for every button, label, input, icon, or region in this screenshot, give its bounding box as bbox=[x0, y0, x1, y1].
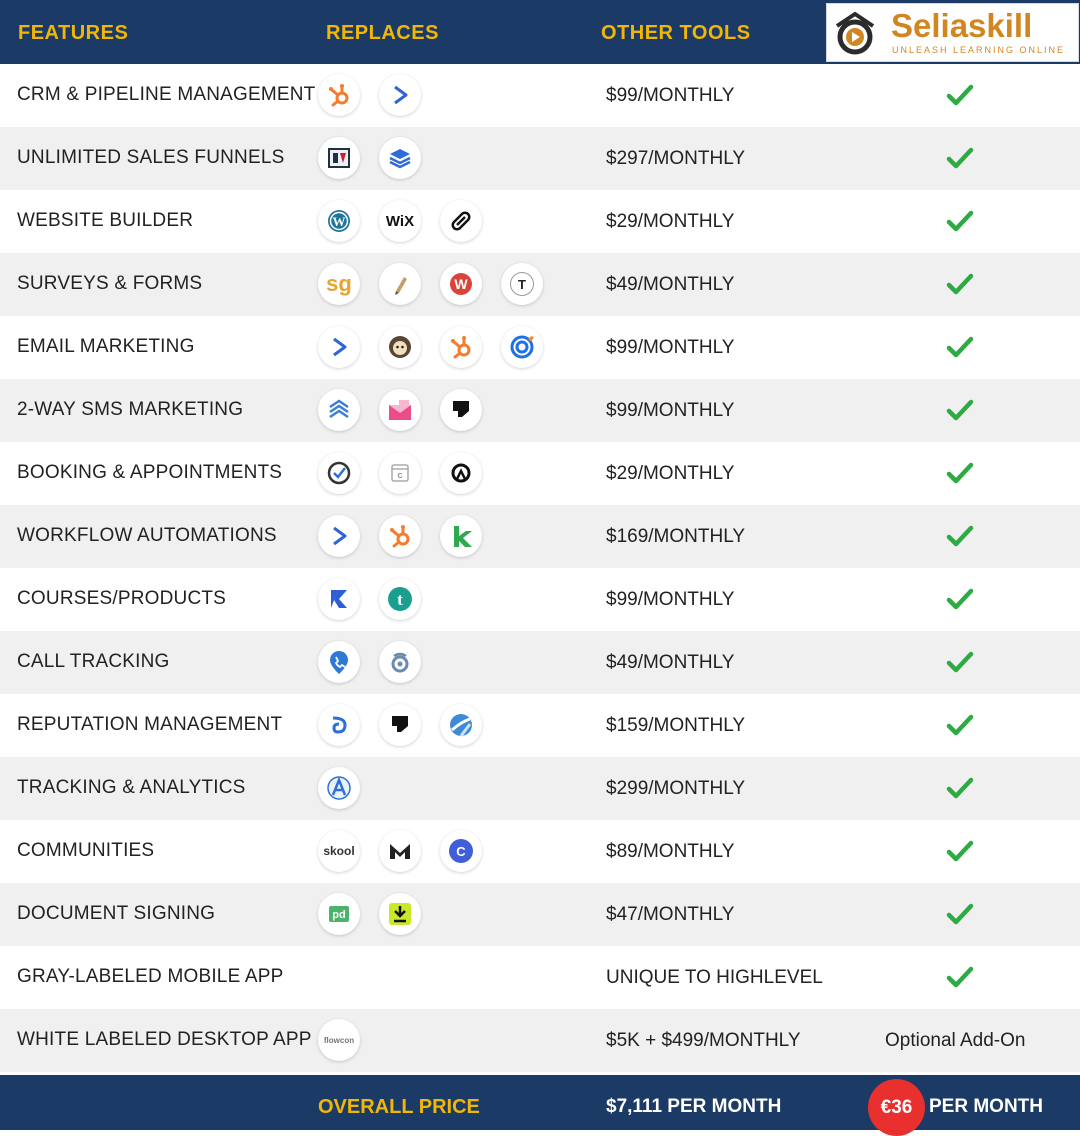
other-tools-price: $159/MONTHLY bbox=[606, 715, 746, 736]
pandadoc-icon bbox=[318, 893, 360, 935]
acuity-icon bbox=[440, 452, 482, 494]
check-icon bbox=[946, 524, 974, 548]
svg-text:t: t bbox=[397, 590, 403, 609]
analytics-icon bbox=[318, 767, 360, 809]
table-row bbox=[0, 253, 1080, 316]
replaced-tools bbox=[318, 326, 543, 370]
kajabi-icon bbox=[318, 578, 360, 620]
table-row bbox=[0, 379, 1080, 442]
header-other-tools: OTHER TOOLS bbox=[601, 22, 751, 44]
feature-name: 2-WAY SMS MARKETING bbox=[17, 399, 244, 420]
table-header bbox=[0, 0, 1080, 64]
envelope-icon bbox=[379, 389, 421, 431]
feature-name: WHITE LABELED DESKTOP APP bbox=[17, 1029, 312, 1050]
check-icon bbox=[946, 83, 974, 107]
other-tools-price: $169/MONTHLY bbox=[606, 526, 746, 547]
other-tools-price: $29/MONTHLY bbox=[606, 211, 735, 232]
table-row bbox=[0, 694, 1080, 757]
feature-name: COURSES/PRODUCTS bbox=[17, 588, 227, 609]
feature-name: WORKFLOW AUTOMATIONS bbox=[17, 525, 277, 546]
feature-name: DOCUMENT SIGNING bbox=[17, 903, 216, 924]
feature-name: TRACKING & ANALYTICS bbox=[17, 777, 246, 798]
podium-icon bbox=[440, 389, 482, 431]
feature-name: GRAY-LABELED MOBILE APP bbox=[17, 966, 284, 987]
check-icon bbox=[946, 209, 974, 233]
price-unit: PER MONTH bbox=[929, 1096, 1043, 1117]
check-icon bbox=[946, 398, 974, 422]
check-icon bbox=[946, 965, 974, 989]
hubspot-icon bbox=[440, 326, 482, 368]
feature-name: REPUTATION MANAGEMENT bbox=[17, 714, 283, 735]
replaced-tools bbox=[318, 263, 543, 307]
surveygizmo-icon: sg bbox=[318, 263, 360, 305]
feature-name: BOOKING & APPOINTMENTS bbox=[17, 462, 283, 483]
jotform-icon bbox=[379, 263, 421, 305]
replaced-tools bbox=[318, 515, 482, 559]
logo-tagline: UNLEASH LEARNING ONLINE bbox=[892, 45, 1066, 55]
overall-price-label: OVERALL PRICE bbox=[318, 1096, 480, 1118]
replaced-tools bbox=[318, 641, 421, 685]
podium-icon bbox=[379, 704, 421, 746]
table-row bbox=[0, 568, 1080, 631]
check-icon bbox=[946, 839, 974, 863]
ringcentral-icon bbox=[379, 641, 421, 683]
other-tools-price: UNIQUE TO HIGHLEVEL bbox=[606, 967, 823, 988]
teachable-icon bbox=[379, 578, 421, 620]
replaced-tools bbox=[318, 767, 360, 811]
feature-name: WEBSITE BUILDER bbox=[17, 210, 194, 231]
table-row bbox=[0, 1009, 1080, 1072]
logo-play-icon bbox=[831, 8, 879, 56]
check-icon bbox=[946, 650, 974, 674]
other-tools-price: $99/MONTHLY bbox=[606, 85, 735, 106]
check-icon bbox=[946, 146, 974, 170]
other-tools-price: $89/MONTHLY bbox=[606, 841, 735, 862]
check-icon bbox=[946, 902, 974, 926]
circle-icon bbox=[440, 830, 482, 872]
feature-name: COMMUNITIES bbox=[17, 840, 155, 861]
svg-text:C: C bbox=[456, 844, 466, 859]
other-tools-price: $49/MONTHLY bbox=[606, 274, 735, 295]
clickfunnels-icon bbox=[318, 137, 360, 179]
svg-text:C: C bbox=[397, 473, 403, 480]
table-row bbox=[0, 883, 1080, 946]
table-row bbox=[0, 442, 1080, 505]
feature-name: UNLIMITED SALES FUNNELS bbox=[17, 147, 285, 168]
other-tools-price: $47/MONTHLY bbox=[606, 904, 735, 925]
activecampaign-icon bbox=[318, 515, 360, 557]
skool-icon: skool bbox=[318, 830, 360, 872]
replaced-tools bbox=[318, 578, 421, 622]
svg-text:pd: pd bbox=[332, 909, 346, 921]
activecampaign-icon bbox=[318, 326, 360, 368]
check-icon bbox=[946, 272, 974, 296]
other-tools-price: $297/MONTHLY bbox=[606, 148, 746, 169]
overall-price-total: $7,111 PER MONTH bbox=[606, 1096, 782, 1117]
leadpages-icon bbox=[379, 137, 421, 179]
table-row bbox=[0, 757, 1080, 820]
check-icon bbox=[946, 335, 974, 359]
replaced-tools bbox=[318, 704, 482, 748]
replaced-tools bbox=[318, 1019, 360, 1063]
mailchimp-icon bbox=[379, 326, 421, 368]
svg-text:W: W bbox=[454, 276, 468, 292]
other-tools-price: $299/MONTHLY bbox=[606, 778, 746, 799]
other-tools-price: $29/MONTHLY bbox=[606, 463, 735, 484]
hubspot-icon bbox=[318, 74, 360, 116]
replaced-tools bbox=[318, 893, 421, 937]
desktop-app-icon: flowcon bbox=[318, 1019, 360, 1061]
table-body bbox=[0, 64, 1080, 1072]
table-row bbox=[0, 64, 1080, 127]
keap-icon bbox=[440, 515, 482, 557]
logo-wordmark: Seliaskill bbox=[891, 7, 1033, 44]
calendar-icon bbox=[379, 452, 421, 494]
svg-text:W: W bbox=[332, 214, 346, 229]
check-icon bbox=[946, 776, 974, 800]
wufoo-icon bbox=[440, 263, 482, 305]
replaced-tools bbox=[318, 830, 482, 874]
other-tools-price: $49/MONTHLY bbox=[606, 652, 735, 673]
squarespace-icon bbox=[440, 200, 482, 242]
check-icon bbox=[946, 587, 974, 611]
birdeye-icon bbox=[318, 704, 360, 746]
typeform-icon: T bbox=[501, 263, 543, 305]
header-replaces: REPLACES bbox=[326, 22, 439, 44]
other-tools-price: $99/MONTHLY bbox=[606, 400, 735, 421]
table-row bbox=[0, 190, 1080, 253]
mighty-icon bbox=[379, 830, 421, 872]
replaced-tools bbox=[318, 74, 421, 118]
feature-name: SURVEYS & FORMS bbox=[17, 273, 203, 294]
wix-icon: WiX bbox=[379, 200, 421, 242]
feature-name: CALL TRACKING bbox=[17, 651, 170, 672]
brand-logo bbox=[826, 3, 1079, 62]
calendly-icon bbox=[318, 452, 360, 494]
header-features: FEATURES bbox=[18, 22, 129, 44]
reputation-icon bbox=[440, 704, 482, 746]
other-tools-price: $5K + $499/MONTHLY bbox=[606, 1030, 801, 1051]
table-row bbox=[0, 820, 1080, 883]
check-icon bbox=[946, 461, 974, 485]
stack-icon bbox=[318, 389, 360, 431]
replaced-tools bbox=[318, 389, 482, 433]
wordpress-icon bbox=[318, 200, 360, 242]
table-footer bbox=[0, 1075, 1080, 1130]
table-row bbox=[0, 946, 1080, 1009]
constant-contact-icon bbox=[501, 326, 543, 368]
addon-note: Optional Add-On bbox=[885, 1030, 1026, 1051]
feature-name: EMAIL MARKETING bbox=[17, 336, 195, 357]
activecampaign-icon bbox=[379, 74, 421, 116]
table-row bbox=[0, 505, 1080, 568]
other-tools-price: $99/MONTHLY bbox=[606, 589, 735, 610]
download-icon bbox=[379, 893, 421, 935]
callrail-icon bbox=[318, 641, 360, 683]
table-row bbox=[0, 127, 1080, 190]
table-row bbox=[0, 316, 1080, 379]
table-row bbox=[0, 631, 1080, 694]
replaced-tools bbox=[318, 200, 482, 244]
other-tools-price: $99/MONTHLY bbox=[606, 337, 735, 358]
hubspot-icon bbox=[379, 515, 421, 557]
check-icon bbox=[946, 713, 974, 737]
replaced-tools bbox=[318, 452, 482, 496]
feature-name: CRM & PIPELINE MANAGEMENT bbox=[17, 84, 316, 105]
price-badge: €36 bbox=[868, 1079, 925, 1136]
replaced-tools bbox=[318, 137, 421, 181]
